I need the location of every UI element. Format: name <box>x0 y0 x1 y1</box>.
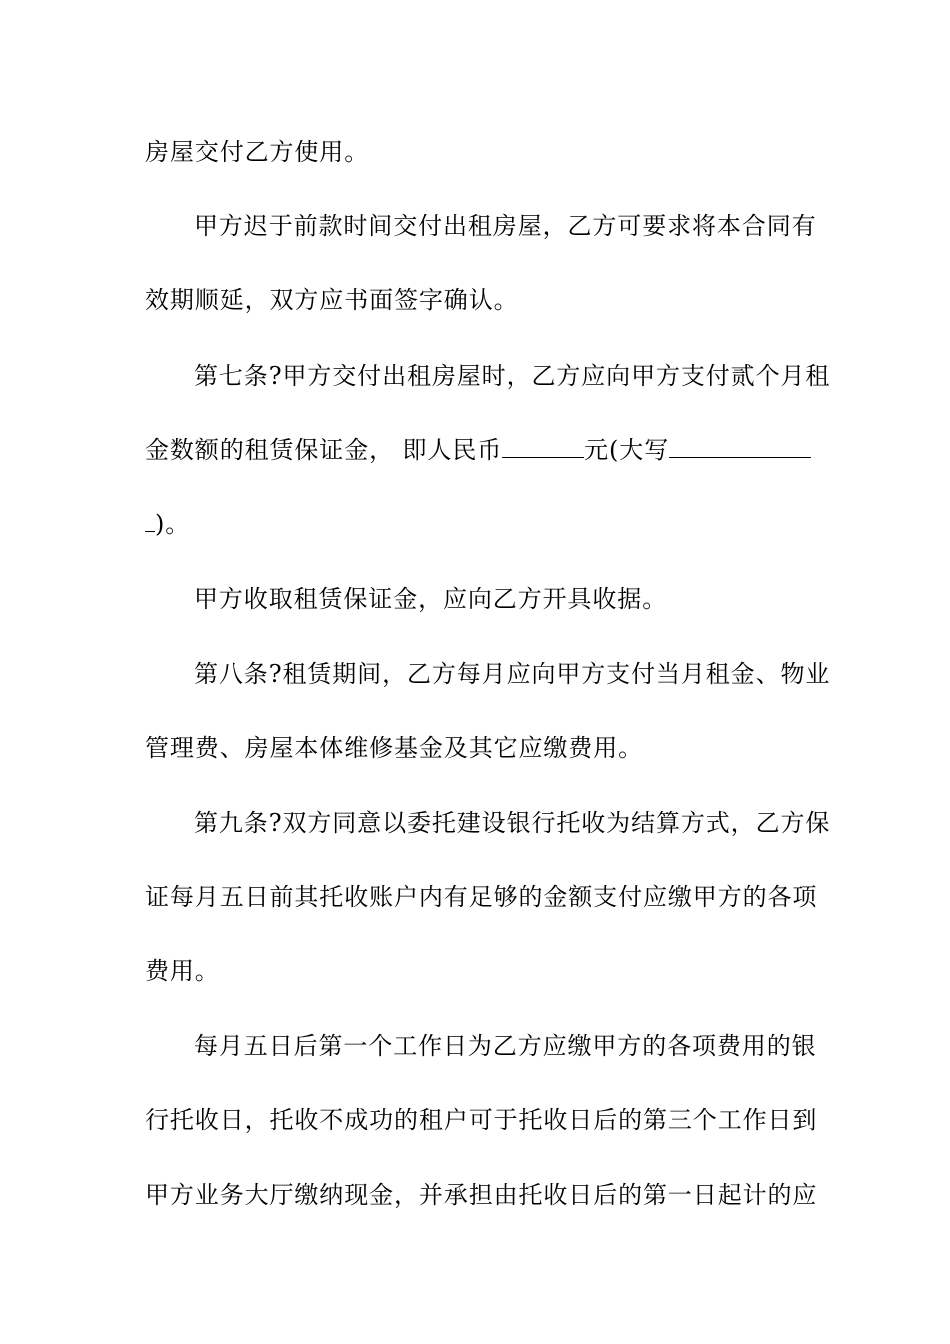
amount-blank <box>502 435 584 458</box>
text-line <box>145 509 805 539</box>
closing-text: )。 <box>155 510 191 538</box>
paragraph-line: 甲方收取租赁保证金，应向乙方开具收据。 <box>194 585 668 613</box>
text-line: 行托收日，托收不成功的租户可于托收日后的第三个工作日到 <box>145 1106 818 1134</box>
blank-tail <box>145 509 155 532</box>
paragraph-line: 每月五日后第一个工作日为乙方应缴甲方的各项费用的银 <box>194 1032 817 1060</box>
text-line: 效期顺延，双方应书面签字确认。 <box>145 286 519 314</box>
text-line: 证每月五日前其托收账户内有足够的金额支付应缴甲方的各项 <box>145 883 818 911</box>
paragraph-line: 第七条?甲方交付出租房屋时，乙方应向甲方支付贰个月租 <box>194 362 831 390</box>
text-line: 房屋交付乙方使用。 <box>145 138 370 166</box>
deposit-text: 金数额的租赁保证金， 即人民币 <box>145 436 503 464</box>
deposit-line <box>145 435 805 465</box>
uppercase-label: 元(大写 <box>584 436 670 464</box>
paragraph-line: 第九条?双方同意以委托建设银行托收为结算方式，乙方保 <box>194 809 831 837</box>
paragraph-line: 甲方迟于前款时间交付出租房屋，乙方可要求将本合同有 <box>194 212 817 240</box>
paragraph-line: 第八条?租赁期间，乙方每月应向甲方支付当月租金、物业 <box>194 660 831 688</box>
uppercase-amount-blank <box>669 435 811 458</box>
text-line: 甲方业务大厅缴纳现金，并承担由托收日后的第一日起计的应 <box>145 1181 818 1209</box>
text-line: 管理费、房屋本体维修基金及其它应缴费用。 <box>145 734 643 762</box>
text-line: 费用。 <box>145 957 220 985</box>
